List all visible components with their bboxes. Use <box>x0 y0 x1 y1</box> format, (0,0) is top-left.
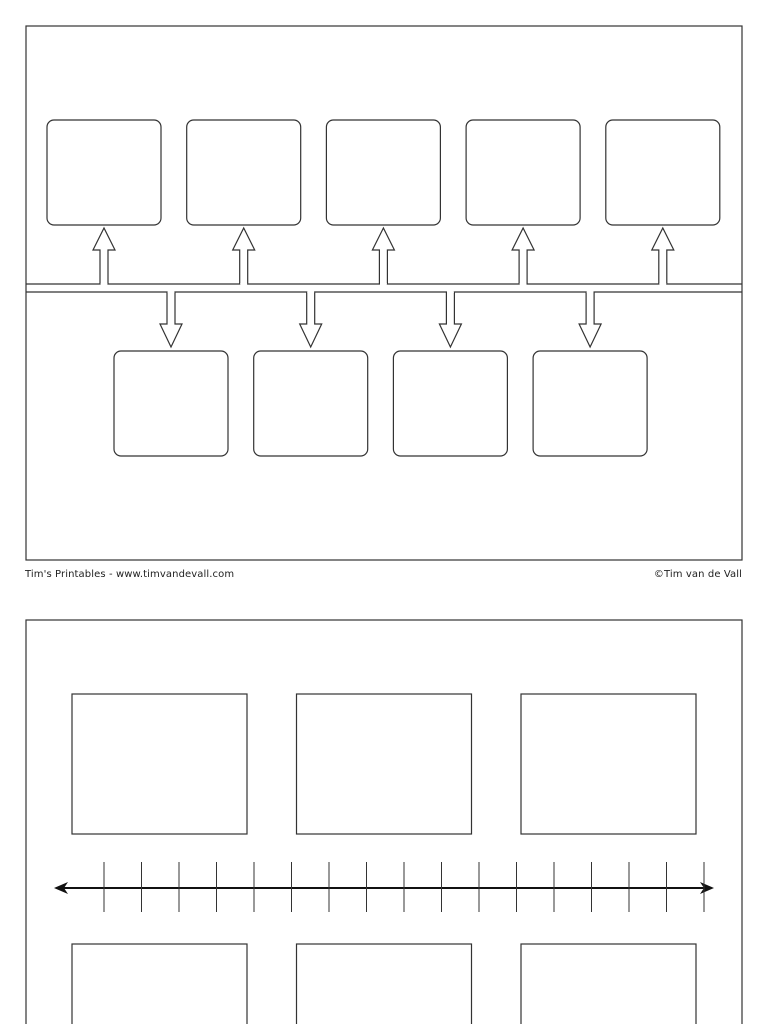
event-box <box>297 694 472 834</box>
footer-copyright: ©Tim van de Vall <box>653 569 742 580</box>
event-box <box>393 351 507 456</box>
event-box <box>521 944 696 1024</box>
event-box <box>606 120 720 225</box>
event-box <box>114 351 228 456</box>
timeline-worksheet-bottom <box>0 600 768 1024</box>
lower-boxes-2 <box>72 944 696 1024</box>
event-box <box>297 944 472 1024</box>
upper-event-boxes <box>47 120 720 225</box>
event-box <box>326 120 440 225</box>
timeline-worksheet-bottom-canvas <box>0 600 768 1024</box>
upper-boxes-2 <box>72 694 696 834</box>
event-box <box>47 120 161 225</box>
event-box <box>521 694 696 834</box>
event-box <box>254 351 368 456</box>
event-box <box>72 694 247 834</box>
event-box <box>533 351 647 456</box>
footer-credit: Tim's Printables - www.timvandevall.com <box>25 569 235 580</box>
event-box <box>466 120 580 225</box>
event-box <box>187 120 301 225</box>
event-box <box>72 944 247 1024</box>
worksheet-frame <box>26 26 742 560</box>
